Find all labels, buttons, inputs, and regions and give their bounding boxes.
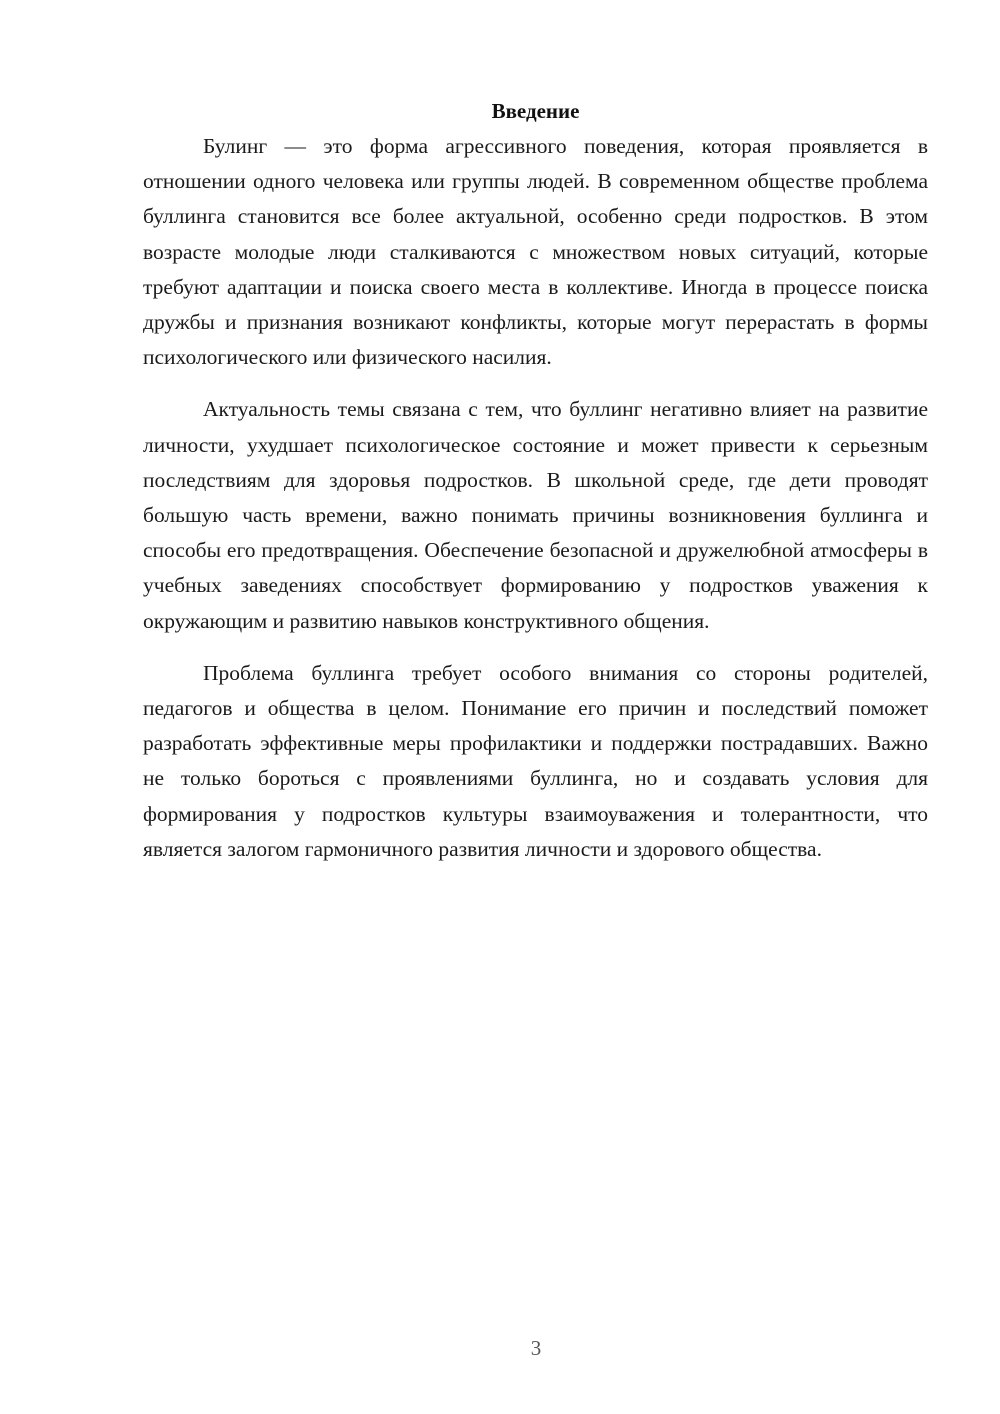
- section-title: Введение: [491, 99, 580, 123]
- page-content: [143, 96, 928, 867]
- paragraph-problem: Проблема буллинга требует особого внимания со стороны родителей, педагогов и общества в целом. Понимание его причин и последствий поможет разработать эффективные меры профилактики и поддержки пострадавших. Важно не только бороться с проявлениями буллинга, но и создавать условия для формирования у подростков культуры взаимоуважения и толерантности, что является залогом гармоничного развития личности и здорового общества.: [143, 660, 928, 861]
- paragraph-relevance: Актуальность темы связана с тем, что буллинг негативно влияет на развитие личности, ухудшает психологическое состояние и может привести к серьезным последствиям для здоровья подростков. В школьной среде, где дети проводят большую часть времени, важно понимать причины возникновения буллинга и способы его предотвращения. Обеспечение безопасной и дружелюбной атмосферы в учебных заведениях способствует формированию у подростков уважения к окружающим и развитию навыков конструктивного общения.: [143, 397, 928, 633]
- paragraph-intro: Булинг — это форма агрессивного поведения, которая проявляется в отношении одного человека или группы людей. В современном обществе проблема буллинга становится все более актуальной, особенно среди подростков. В этом возрасте молодые люди сталкиваются с множеством новых ситуаций, которые требуют адаптации и поиска своего места в коллективе. Иногда в процессе поиска дружбы и признания возникают конфликты, которые могут перерастать в формы психологического или физического насилия.: [143, 134, 928, 370]
- page-number: 3: [530, 1336, 542, 1360]
